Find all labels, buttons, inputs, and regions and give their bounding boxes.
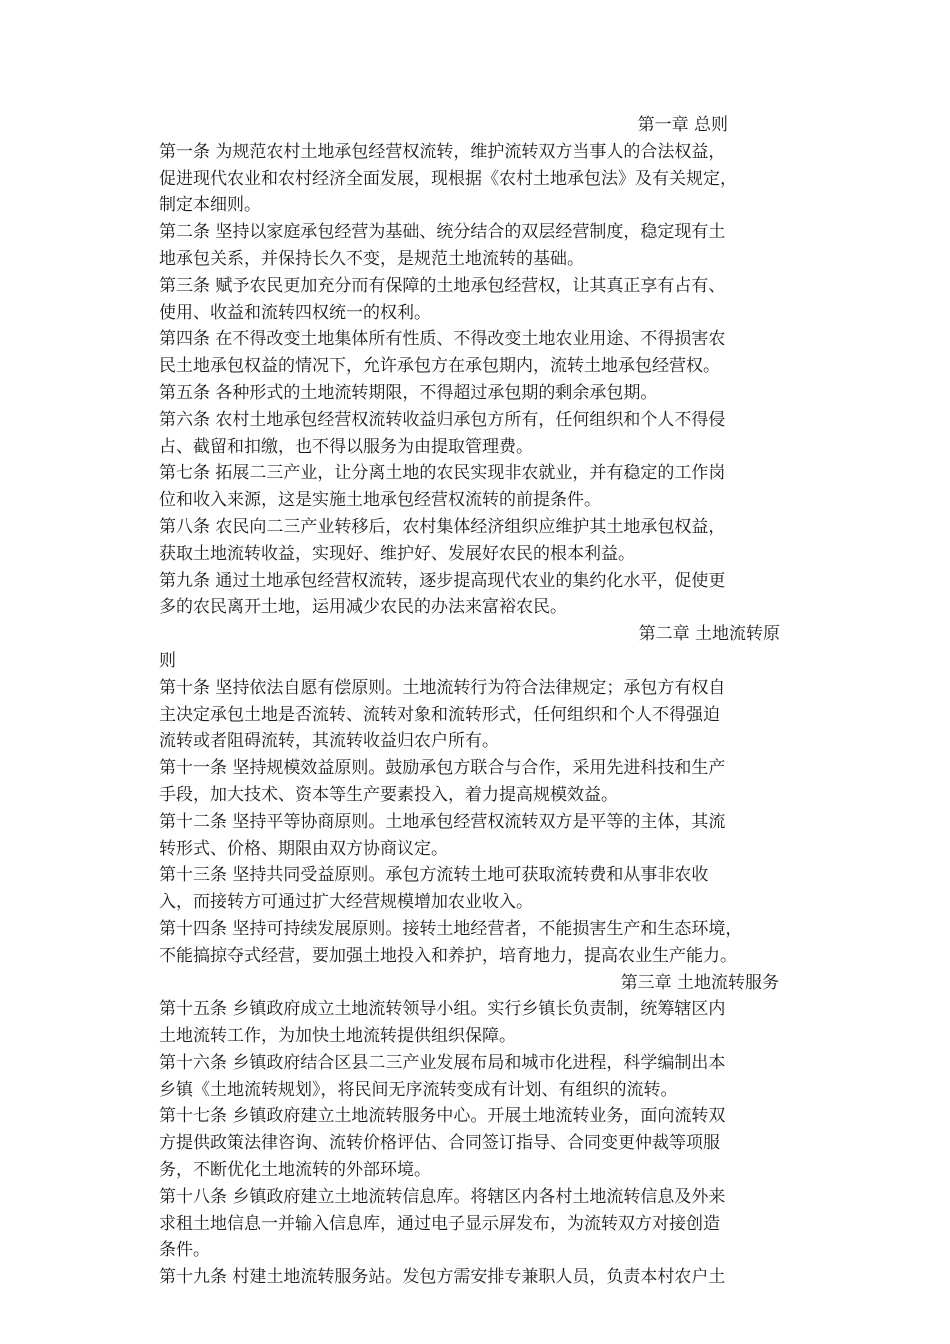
- text-line: 第六条 农村土地承包经营权流转收益归承包方所有，任何组织和个人不得侵: [159, 409, 726, 430]
- text-line: 获取土地流转收益，实现好、维护好、发展好农民的根本利益。: [159, 543, 635, 564]
- text-line: 第九条 通过土地承包经营权流转，逐步提高现代农业的集约化水平，促使更: [159, 570, 726, 591]
- chapter-heading: 第二章 土地流转原: [638, 624, 780, 645]
- text-line: 第十八条 乡镇政府建立土地流转信息库。将辖区内各村土地流转信息及外来: [159, 1186, 726, 1207]
- text-line: 第十六条 乡镇政府结合区县二三产业发展布局和城市化进程，科学编制出本: [159, 1052, 726, 1073]
- text-line: 则: [159, 650, 176, 671]
- text-line: 第二条 坚持以家庭承包经营为基础、统分结合的双层经营制度，稳定现有土: [159, 222, 726, 243]
- text-line: 乡镇《土地流转规划》，将民间无序流转变成有计划、有组织的流转。: [159, 1079, 678, 1100]
- text-line: 入，而接转方可通过扩大经营规模增加农业收入。: [159, 892, 533, 913]
- text-line: 第十四条 坚持可持续发展原则。接转土地经营者，不能损害生产和生态环境，: [159, 918, 743, 939]
- text-line: 第一条 为规范农村土地承包经营权流转，维护流转双方当事人的合法权益，: [159, 141, 726, 162]
- text-line: 转形式、价格、期限由双方协商议定。: [159, 838, 448, 859]
- text-line: 第十三条 坚持共同受益原则。承包方流转土地可获取流转费和从事非农收: [159, 865, 709, 886]
- text-line: 主决定承包土地是否流转、流转对象和流转形式，任何组织和个人不得强迫: [159, 704, 720, 725]
- text-line: 求租土地信息一并输入信息库，通过电子显示屏发布，为流转双方对接创造: [159, 1213, 720, 1234]
- text-line: 土地流转工作，为加快土地流转提供组织保障。: [159, 1026, 516, 1047]
- text-line: 第五条 各种形式的土地流转期限，不得超过承包期的剩余承包期。: [159, 382, 658, 403]
- text-line: 第十九条 村建土地流转服务站。发包方需安排专兼职人员，负责本村农户土: [159, 1267, 726, 1288]
- text-line: 多的农民离开土地，运用减少农民的办法来富裕农民。: [159, 597, 567, 618]
- text-line: 第十条 坚持依法自愿有偿原则。土地流转行为符合法律规定；承包方有权自: [159, 677, 726, 698]
- text-line: 使用、收益和流转四权统一的权利。: [159, 302, 431, 323]
- chapter-heading: 第三章 土地流转服务: [620, 972, 779, 993]
- text-line: 促进现代农业和农村经济全面发展，现根据《农村土地承包法》及有关规定，: [159, 168, 737, 189]
- text-line: 方提供政策法律咨询、流转价格评估、合同签订指导、合同变更仲裁等项服: [159, 1133, 720, 1154]
- text-line: 手段，加大技术、资本等生产要素投入，着力提高规模效益。: [159, 784, 618, 805]
- text-line: 第十七条 乡镇政府建立土地流转服务中心。开展土地流转业务，面向流转双: [159, 1106, 726, 1127]
- text-line: 占、截留和扣缴，也不得以服务为由提取管理费。: [159, 436, 533, 457]
- text-line: 第七条 拓展二三产业，让分离土地的农民实现非农就业，并有稳定的工作岗: [159, 463, 726, 484]
- text-line: 第十一条 坚持规模效益原则。鼓励承包方联合与合作，采用先进科技和生产: [159, 758, 726, 779]
- text-line: 民土地承包权益的情况下，允许承包方在承包期内，流转土地承包经营权。: [159, 356, 720, 377]
- text-line: 不能搞掠夺式经营，要加强土地投入和养护，培育地力，提高农业生产能力。: [159, 945, 737, 966]
- text-line: 制定本细则。: [159, 195, 261, 216]
- text-line: 条件。: [159, 1240, 210, 1261]
- text-line: 第八条 农民向二三产业转移后，农村集体经济组织应维护其土地承包权益，: [159, 516, 726, 537]
- text-line: 地承包关系，并保持长久不变，是规范土地流转的基础。: [159, 248, 584, 269]
- text-line: 务，不断优化土地流转的外部环境。: [159, 1160, 431, 1181]
- text-line: 第十五条 乡镇政府成立土地流转领导小组。实行乡镇长负责制，统筹辖区内: [159, 999, 726, 1020]
- chapter-heading: 第一章 总则: [637, 115, 728, 135]
- text-line: 第四条 在不得改变土地集体所有性质、不得改变土地农业用途、不得损害农: [159, 329, 726, 350]
- document-page: [159, 112, 801, 1291]
- text-line: 流转或者阻碍流转，其流转收益归农户所有。: [159, 731, 499, 752]
- text-line: 第十二条 坚持平等协商原则。土地承包经营权流转双方是平等的主体，其流: [159, 811, 726, 832]
- text-line: 第三条 赋予农民更加充分而有保障的土地承包经营权，让其真正享有占有、: [159, 275, 726, 296]
- text-line: 位和收入来源，这是实施土地承包经营权流转的前提条件。: [159, 490, 601, 511]
